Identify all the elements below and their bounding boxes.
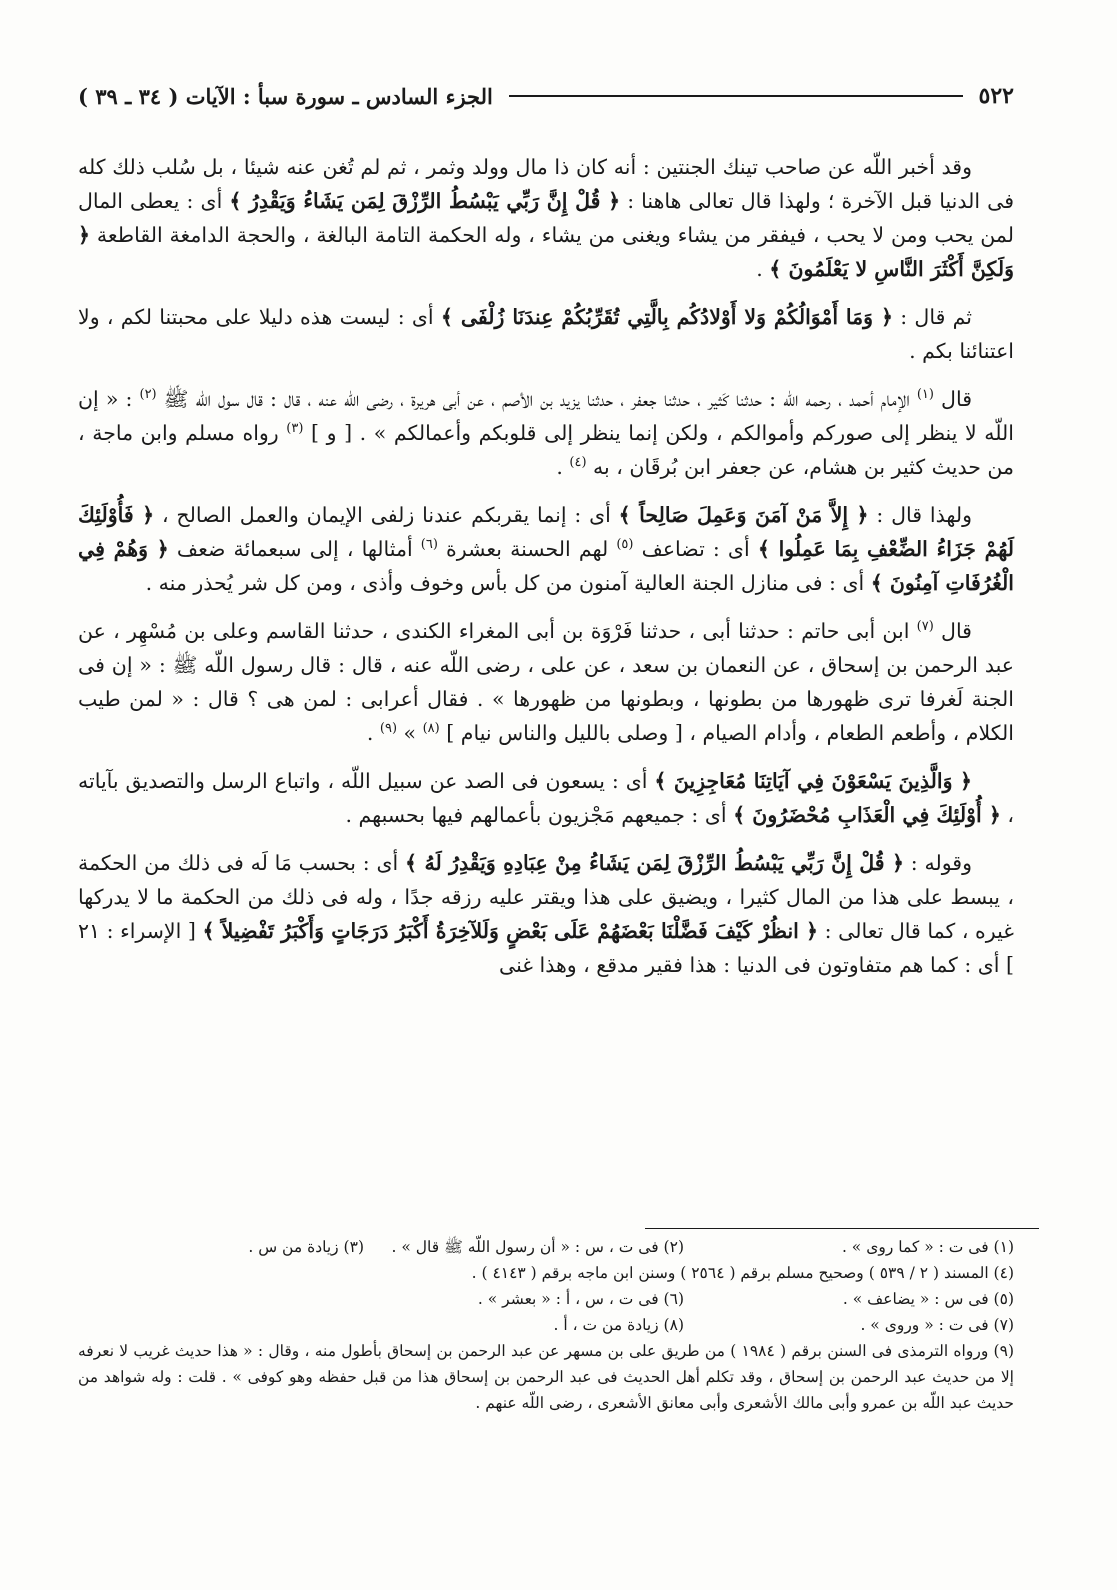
text: ابن أبى حاتم : حدثنا أبى ، حدثنا فَرْوَة بن أبى المغراء الكندى ، حدثنا القاسم وعلى بن مُسْهِر ، عن عبد الرحمن بن إسحاق ، عن النعمان بن سعد ، عن على ، رضى اللّه عنه ، قال : قال رسول اللّه ﷺ : « إن فى الجنة لَغرفا ترى ظهورها من بطونها ، وبطونها من ظهورها » . فقال أعرابى : لمن هى ؟ قال : « لمن طيب الكلام ، وأطعم الطعام ، وأدام الصيام ، [ وصلى بالليل والناس نيام ]	[78, 619, 1014, 745]
paragraph-6	[78, 764, 1014, 832]
paragraph-2	[78, 300, 1014, 368]
footnote-4: (٤) المسند ( ٢ / ٥٣٩ ) وصحيح مسلم برقم ( ٢٥٦٤ ) وسنن ابن ماجه برقم ( ٤١٤٣ ) .	[471, 1264, 1014, 1282]
text: وقوله :	[904, 851, 973, 875]
footnote-ref: (٢)	[139, 387, 157, 403]
footnote-separator	[645, 1228, 1039, 1229]
paragraph-5	[78, 614, 1014, 750]
footnote-ref: (٤)	[569, 455, 587, 471]
text: أى : يسعون فى الصد عن سبيل اللّه ، واتباع الرسل والتصديق بآياته ،	[78, 769, 1014, 827]
quran-verse: ﴿ وَمَا أَمْوَالُكُمْ وَلا أَوْلادُكُم بِالَّتِي تُقَرِّبُكُمْ عِندَنَا زُلْفَى ﴾	[440, 305, 893, 329]
text: أى : جميعهم مَجْزيون بأعمالهم فيها بحسبهم .	[345, 803, 734, 827]
text: أى : فى منازل الجنة العالية آمنون من كل بأس وخوف وأذى ، ومن كل شر يُحذر منه .	[145, 571, 871, 595]
text: أى : ليست هذه دليلا على محبتنا لكم ، ولا اعتنائنا بكم .	[78, 305, 1014, 363]
page-number: ٥٢٢	[978, 83, 1014, 109]
text: .	[556, 455, 570, 479]
text: أى : بحسب مَا لَه فى ذلك من الحكمة ، يبسط على هذا من المال كثيرا ، ويضيق على هذا ويقتر عليه رزقه جدًا ، وله فى ذلك من الحكمة ما لا يدركها غيره ، كما قال تعالى :	[78, 851, 1014, 943]
text: .	[756, 257, 770, 281]
text: قال	[933, 619, 972, 643]
quran-verse: ﴿ قُلْ إِنَّ رَبِّي يَبْسُطُ الرِّزْقَ لِمَن يَشَاءُ مِنْ عِبَادِهِ وَيَقْدِرُ لَهُ ﴾	[405, 851, 904, 875]
header-rule	[509, 95, 963, 97]
paragraph-7	[78, 846, 1014, 982]
paragraph-1	[78, 150, 1014, 286]
text: »	[397, 721, 423, 745]
quran-verse: ﴿ انظُرْ كَيْفَ فَضَّلْنَا بَعْضَهُمْ عَلَى بَعْضٍ وَلَلآخِرَةُ أَكْبَرُ دَرَجَاتٍ وَأَكْبَرُ تَفْضِيلاً ﴾	[202, 919, 819, 943]
running-title: الجزء السادس ـ سورة سبأ : الآيات ( ٣٤ ـ ٣٩ )	[78, 83, 493, 109]
text: ولهذا قال :	[868, 503, 972, 527]
page-header	[78, 78, 1014, 114]
footnote-6: (٦) فى ت ، س ، أ : « بعشر » .	[477, 1290, 684, 1308]
footnote-ref: (٣)	[286, 421, 304, 437]
text: [ الإسراء : ٢١ ] أى : كما هم متفاوتون فى الدنيا : هذا فقير مدقع ، وهذا غنى	[78, 919, 1014, 977]
paragraph-3	[78, 382, 1014, 484]
text: أمثالها ، إلى سبعمائة ضعف	[168, 537, 421, 561]
text: أى : يعطى المال لمن يحب ومن لا يحب ، فيفقر من يشاء ويغنى من يشاء ، وله الحكمة التامة البالغة ، والحجة الدامغة القاطعة	[78, 189, 1014, 247]
footnote-1: (١) فى ت : « كما روى » .	[841, 1238, 1014, 1256]
quran-verse: ﴿ أُوْلَئِكَ فِي الْعَذَابِ مُحْضَرُونَ ﴾	[733, 803, 1001, 827]
footnote-9: (٩) ورواه الترمذى فى السنن برقم ( ١٩٨٤ ) من طريق على بن مسهر عن عبد الرحمن بن إسحاق بأطول منه ، وقال : « هذا حديث غريب لا نعرفه إلا من حديث عبد الرحمن بن إسحاق ، وقد تكلم أهل الحديث فى عبد الرحمن بن إسحاق هذا من قبل حفظه وهو كوفى » . قلت : وله شواهد من حديث عبد اللّه بن عمرو وأبى مالك الأشعرى وأبى معانق الأشعرى ، رضى اللّه عنهم .	[78, 1342, 1014, 1412]
text: لهم الحسنة بعشرة	[437, 537, 617, 561]
footnote-ref: (٧)	[916, 619, 934, 635]
text: قال	[933, 387, 972, 411]
footnotes	[78, 1234, 1014, 1416]
text: ثم قال :	[892, 305, 972, 329]
footnote-row	[78, 1312, 1014, 1338]
footnote-ref: (١)	[916, 387, 934, 403]
quran-verse: ﴿ إِلاَّ مَنْ آمَنَ وَعَمِلَ صَالِحاً ﴾	[618, 503, 869, 527]
quran-verse: ﴿ وَهُمْ فِي الْغُرُفَاتِ آمِنُونَ ﴾	[78, 537, 1014, 595]
text: الإمام أحمد ، رحمه اللّه : حدثنا كَثير ، حدثنا جعفر ، حدثنا يزيد بن الأصم ، عن أبى هريرة ، رضى اللّه عنه ، قال : قال سول اللّه ﷺ	[156, 387, 917, 411]
footnote-row	[78, 1286, 1014, 1312]
footnote-2: (٢) فى ت ، س : « أن رسول اللّه ﷺ قال » .	[391, 1238, 684, 1256]
footnote-ref: (٩)	[379, 721, 398, 737]
footnote-ref: (٨)	[422, 721, 440, 737]
text: : « إن اللّه لا ينظر إلى صوركم وأموالكم ، ولكن إنما ينظر إلى قلوبكم وأعمالكم » . [ و ]	[78, 387, 1015, 445]
text: رواه مسلم وابن ماجة ، من حديث كثير بن هشام، عن جعفر ابن بُرقَان ، به	[78, 421, 1014, 479]
quran-verse: ﴿ قُلْ إِنَّ رَبِّي يَبْسُطُ الرِّزْقَ لِمَن يَشَاءُ وَيَقْدِرُ ﴾	[229, 189, 621, 213]
quran-verse: ﴿ وَلَكِنَّ أَكْثَرَ النَّاسِ لا يَعْلَمُونَ ﴾	[78, 223, 1014, 281]
footnote-7: (٧) فى ت : « وروى » .	[860, 1316, 1014, 1334]
paragraph-4	[78, 498, 1014, 600]
footnote-ref: (٦)	[420, 537, 438, 553]
text: .	[366, 721, 380, 745]
quran-verse: ﴿ فَأُوْلَئِكَ لَهُمْ جَزَاءُ الضِّعْفِ بِمَا عَمِلُوا ﴾	[78, 503, 1014, 561]
text: أى : إنما يقربكم عندنا زلفى الإيمان والعمل الصالح ،	[154, 503, 619, 527]
main-text	[78, 150, 1014, 996]
text: أى : تضاعف	[633, 537, 758, 561]
footnote-row	[78, 1234, 1014, 1260]
quran-verse: ﴿ وَالَّذِينَ يَسْعَوْنَ فِي آيَاتِنَا مُعَاجِزِينَ ﴾	[654, 769, 972, 793]
footnote-row	[78, 1260, 1014, 1286]
footnote-3: (٣) زيادة من س .	[248, 1238, 364, 1256]
footnote-5: (٥) فى س : « يضاعف » .	[842, 1290, 1014, 1308]
footnote-ref: (٥)	[616, 537, 634, 553]
footnote-8: (٨) زيادة من ت ، أ .	[553, 1316, 684, 1334]
text: وقد أخبر اللّه عن صاحب تينك الجنتين : أنه كان ذا مال وولد وثمر ، ثم لم تُغن عنه شيئا ، بل سُلب ذلك كله فى الدنيا قبل الآخرة ؛ ولهذا قال تعالى هاهنا :	[78, 155, 1014, 213]
